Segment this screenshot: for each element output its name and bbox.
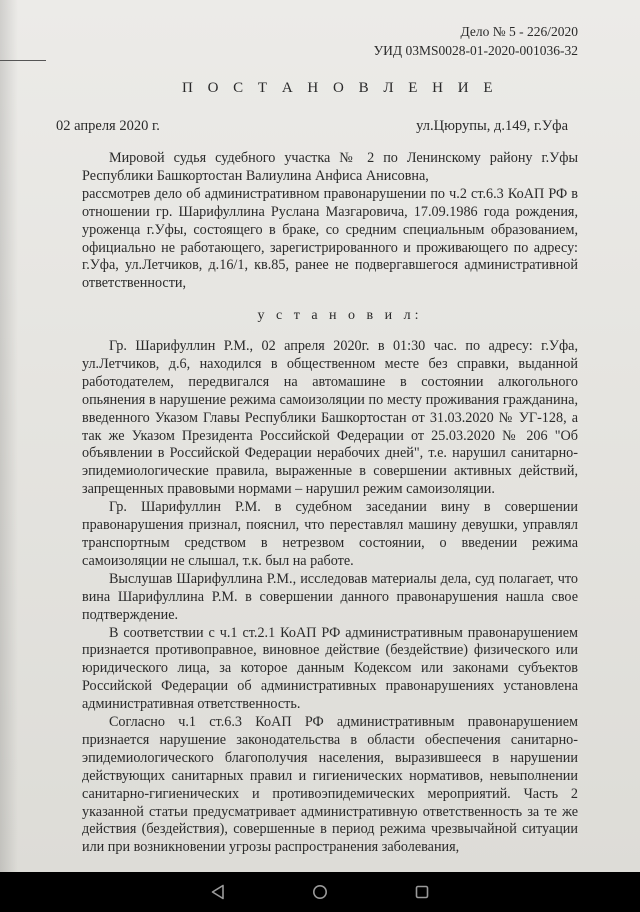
case-number: Дело № 5 - 226/2020 — [460, 24, 578, 39]
document-title: П О С Т А Н О В Л Е Н И Е — [182, 80, 498, 96]
case-info — [374, 22, 578, 60]
recent-square-icon[interactable] — [410, 880, 434, 904]
intro-continuation: рассмотрев дело об административном правонарушении по ч.2 ст.6.3 КоАП РФ в отношении гр. Шарифуллина Руслана Мазгаровича, 17.09.1986 года рождения, уроженца г.Уфы, состоящего в браке, со средним специальным образованием, официально не работающего, зарегистрированного и проживающего по адресу: г.Уфа, ул.Летчиков, д.16/1, кв.85, ранее не подвергавшегося административной ответственности, — [82, 185, 578, 292]
back-triangle-icon[interactable] — [206, 880, 230, 904]
intro-paragraph: Мировой судья судебного участка № 2 по Ленинскому району г.Уфы Республики Башкортостан Валиулина Анфиса Анисовна, — [82, 150, 578, 184]
corner-mark-line — [0, 60, 46, 61]
body-paragraph: Выслушав Шарифуллина Р.М., исследовав материалы дела, суд полагает, что вина Шарифуллина Р.М. в совершении данного правонарушения нашла свое подтверждение. — [82, 570, 578, 623]
body-paragraph: Гр. Шарифуллин Р.М., 02 апреля 2020г. в 01:30 час. по адресу: г.Уфа, ул.Летчиков, д.6, находился в общественном месте без справки, выданной работодателем, передвигался на автомашине в состоянии алкогольного опьянения в нарушение режима самоизоляции по месту проживания гражданина, введенного Указом Главы Республики Башкортостан от 31.03.2020 № УГ-128, а так же Указом Президента Российской Федерации от 25.03.2020 № 206 "Об объявлении в Российской Федерации нерабочих дней", т.е. нарушил санитарно-эпидемиологические правила, выраженные в совершении активных действий, запрещенных правовыми нормами – нарушил режим самоизоляции. — [82, 338, 578, 498]
case-uid: УИД 03MS0028-01-2020-001036-32 — [373, 43, 578, 58]
section-heading: у с т а н о в и л: — [257, 308, 423, 323]
document-place: ул.Цюрупы, д.149, г.Уфа — [416, 118, 568, 134]
body-paragraph: Согласно ч.1 ст.6.3 КоАП РФ административным правонарушением признается нарушение законодательства в области обеспечения санитарно-эпидемиологического благополучия населения, выразившееся в нарушении действующих санитарных правил и гигиенических нормативов, невыполнении санитарно-гигиенических и противоэпидемических мероприятий. Часть 2 указанной статьи предусматривает административную ответственность за те же действия (бездействия), совершенные в период режима чрезвычайной ситуации или при возникновении угрозы распространения заболевания, — [82, 714, 578, 856]
page-shadow — [0, 0, 18, 872]
intro-block — [82, 150, 578, 293]
android-navigation-bar — [0, 872, 640, 912]
document-date: 02 апреля 2020 г. — [56, 118, 160, 134]
home-circle-icon[interactable] — [308, 880, 332, 904]
body-paragraph: В соответствии с ч.1 ст.2.1 КоАП РФ административным правонарушением признается противоправное, виновное действие (бездействие) физического или юридического лица, за которое данным Кодексом или законами субъектов Российской Федерации об административных правонарушениях установлена административная ответственность. — [82, 624, 578, 713]
main-body — [82, 338, 578, 857]
body-paragraph: Гр. Шарифуллин Р.М. в судебном заседании вину в совершении правонарушения признал, пояснил, что переставлял машину девушки, управлял транспортным средством в нетрезвом состоянии, о введении режима самоизоляции не слышал, т.к. был на работе. — [82, 499, 578, 569]
